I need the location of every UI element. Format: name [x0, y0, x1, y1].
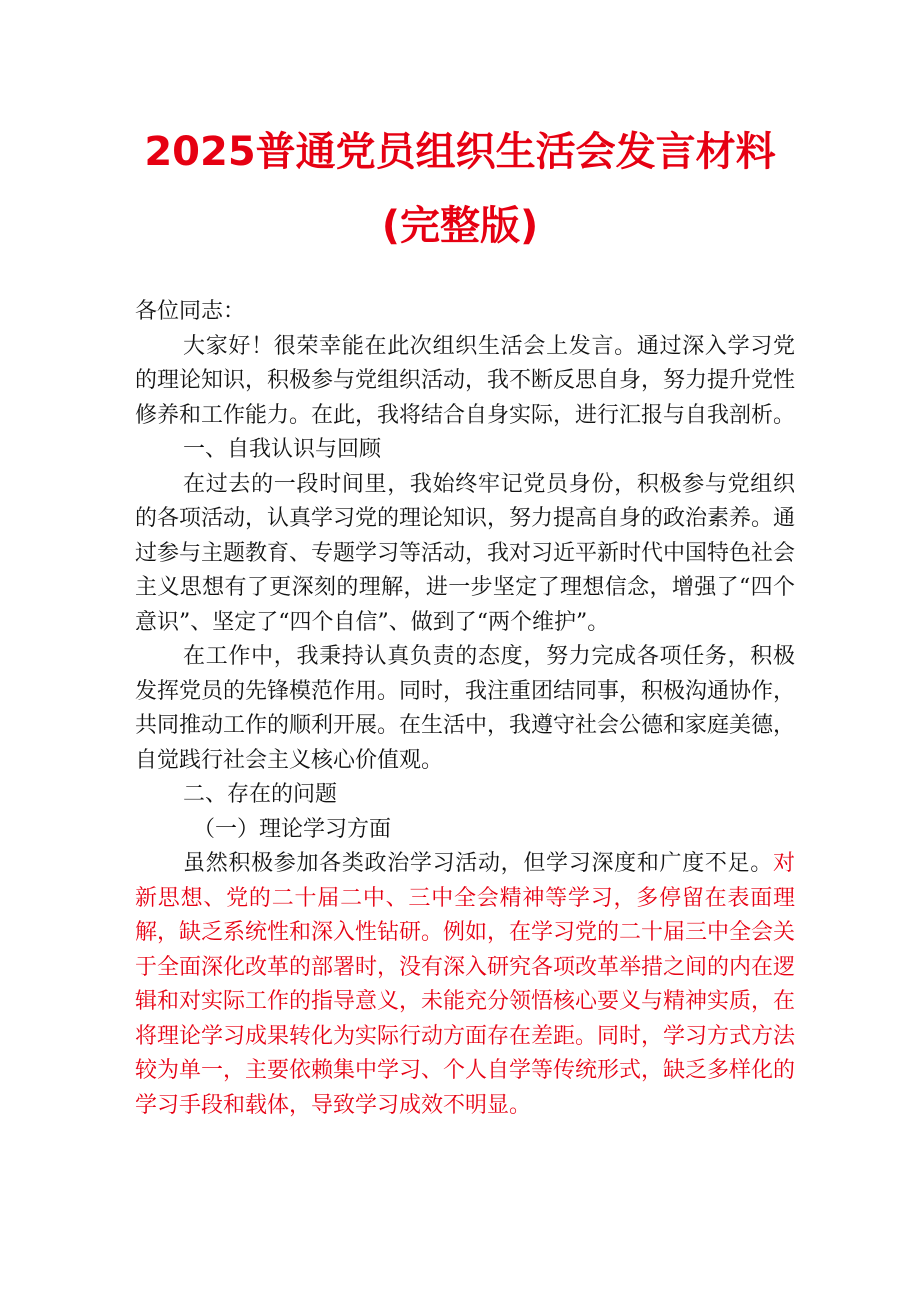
heading-problems: 二、存在的问题: [183, 782, 338, 807]
paragraph-theory-study-lead: 虽然积极参加各类政治学习活动，但学习深度和广度不足。: [183, 851, 773, 876]
paragraph-theory-study: [135, 847, 795, 1123]
document-title-line2: (完整版): [381, 203, 539, 249]
paragraph-opening: 大家好！很荣幸能在此次组织生活会上发言。通过深入学习党的理论知识，积极参与党组织活动，我不断反思自身，努力提升党性修养和工作能力。在此，我将结合自身实际，进行汇报与自我剖析。: [135, 333, 796, 428]
paragraph-review-work: 在工作中，我秉持认真负责的态度，努力完成各项任务，积极发挥党员的先锋模范作用。同时，我注重团结同事，积极沟通协作，共同推动工作的顺利开展。在生活中，我遵守社会公德和家庭美德，自觉践行社会主义核心价值观。: [135, 644, 796, 773]
document-body: [135, 295, 795, 1123]
paragraph-review-study: 在过去的一段时间里，我始终牢记党员身份，积极参与党组织的各项活动，认真学习党的理论知识，努力提高自身的政治素养。通过参与主题教育、专题学习等活动，我对习近平新时代中国特色社会主义思想有了更深刻的理解，进一步坚定了理想信念，增强了“四个意识”、坚定了“四个自信”、做到了“两个维护”。: [135, 471, 796, 635]
heading-self-review: 一、自我认识与回顾: [183, 437, 382, 462]
salutation: 各位同志：: [135, 299, 246, 324]
subheading-theory-study: （一）理论学习方面: [193, 816, 392, 842]
document-title-line1: 2025普通党员组织生活会发言材料: [144, 129, 776, 175]
paragraph-theory-study-highlight: 对新思想、党的二十届二中、三中全会精神等学习，多停留在表面理解，缺乏系统性和深入性钻研。例如，在学习党的二十届三中全会关于全面深化改革的部署时，没有深入研究各项改革举措之间的内在逻辑和对实际工作的指导意义，未能充分领悟核心要义与精神实质，在将理论学习成果转化为实际行动方面存在差距。同时，学习方式方法较为单一，主要依赖集中学习、个人自学等传统形式，缺乏多样化的学习手段和载体，导致学习成效不明显。: [135, 851, 796, 1118]
